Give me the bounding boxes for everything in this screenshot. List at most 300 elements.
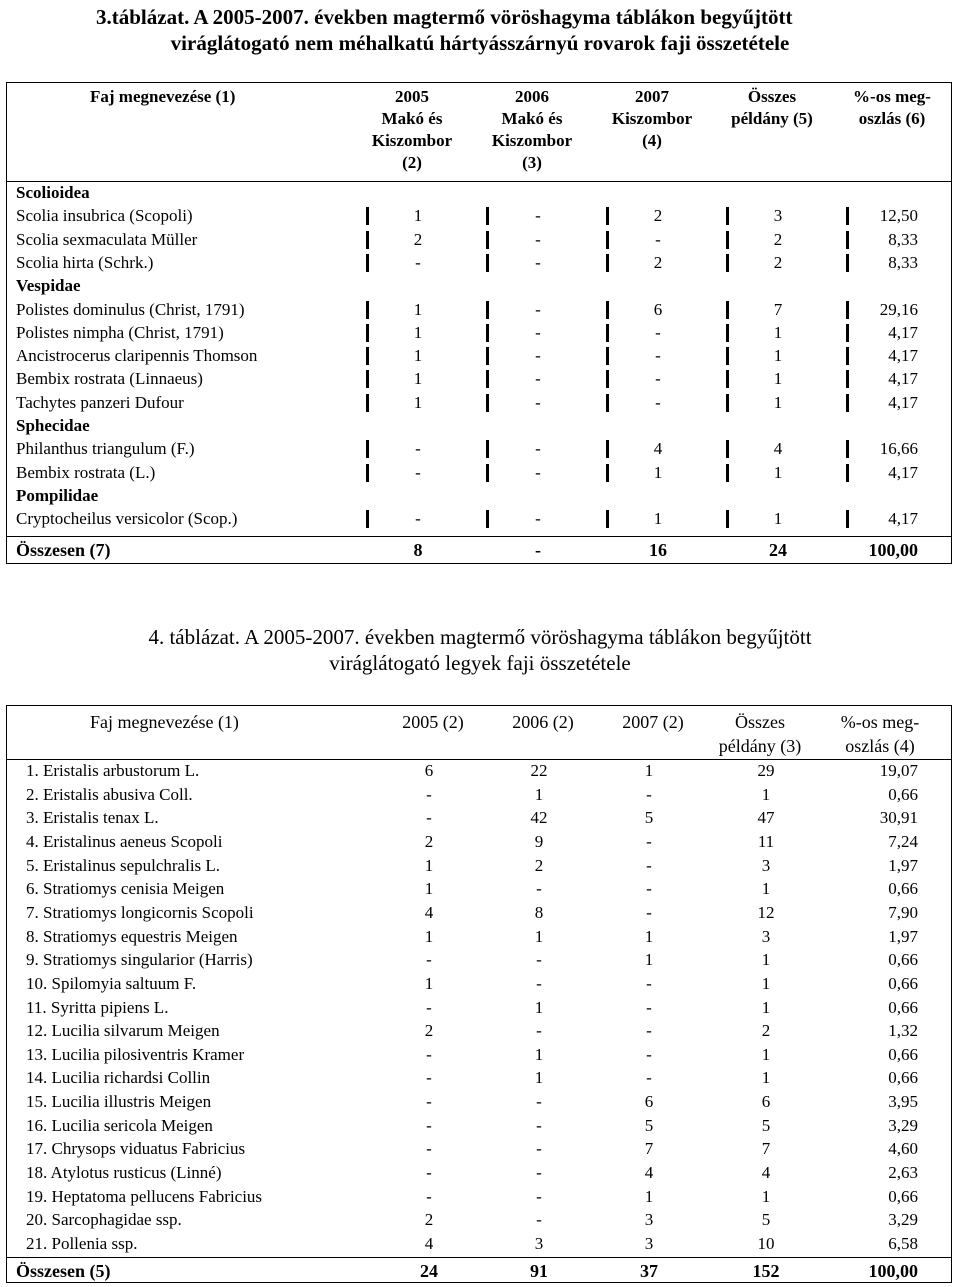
table-row <box>6 204 952 227</box>
table-row <box>6 1185 952 1209</box>
column-tab <box>726 301 729 319</box>
column-tab <box>486 394 489 412</box>
cell-pct: 29,16 <box>879 299 918 319</box>
column-tab <box>606 464 609 482</box>
table3-total-row <box>6 536 952 563</box>
column-tab <box>486 324 489 342</box>
header-text: 2006 (2) <box>512 712 574 732</box>
cell-b: - <box>536 1115 542 1135</box>
cell-b: - <box>536 973 542 993</box>
species-name: 12. Lucilia silvarum Meigen <box>26 1021 220 1041</box>
column-tab <box>486 440 489 458</box>
header-text: Kiszombor <box>611 109 693 128</box>
cell-pct: 0,66 <box>888 1186 918 1206</box>
cell-pct: 0,66 <box>888 997 918 1017</box>
species-name: Tachytes panzeri Dufour <box>16 392 184 412</box>
cell-t: 2 <box>773 252 783 272</box>
table4-col-pct-header <box>820 710 940 758</box>
column-tab <box>366 254 369 272</box>
cell-pct: 4,17 <box>888 509 918 529</box>
table4-title <box>0 624 960 676</box>
cell-a: - <box>415 439 421 459</box>
cell-c: 1 <box>653 509 663 529</box>
cell-a: 1 <box>424 926 434 946</box>
table-row <box>6 437 952 460</box>
species-name: 15. Lucilia illustris Meigen <box>26 1092 212 1112</box>
column-tab <box>606 301 609 319</box>
table-row <box>6 901 952 925</box>
column-tab <box>486 207 489 225</box>
table3-title-line2: viráglátogató nem méhalkatú hártyásszárnyú rovarok faji összetétele <box>170 31 790 55</box>
table4-col-total-header <box>700 710 820 758</box>
table-row <box>6 1019 952 1043</box>
cell-t: 12 <box>757 902 775 922</box>
cell-t: 1 <box>761 1044 771 1064</box>
cell-pct: 16,66 <box>879 439 918 459</box>
cell-pct: 4,17 <box>888 462 918 482</box>
cell-b: - <box>535 252 541 272</box>
cell-c: 3 <box>644 1210 654 1230</box>
cell-t: 1 <box>773 322 783 342</box>
cell-b: - <box>536 1092 542 1112</box>
header-text: Kiszombor <box>491 131 573 150</box>
cell-c: 2 <box>653 252 663 272</box>
total-all: 152 <box>752 1261 780 1281</box>
cell-b: - <box>535 229 541 249</box>
table-row <box>6 1161 952 1185</box>
column-tab <box>606 370 609 388</box>
column-tab <box>846 301 849 319</box>
column-tab <box>366 464 369 482</box>
species-name: 10. Spilomyia saltuum F. <box>26 973 197 993</box>
cell-c: - <box>655 369 661 389</box>
table4-col-name-header <box>90 710 290 734</box>
cell-b: - <box>535 439 541 459</box>
header-text: oszlás (4) <box>845 736 915 756</box>
column-tab <box>486 347 489 365</box>
column-tab <box>366 347 369 365</box>
cell-a: - <box>415 462 421 482</box>
cell-a: - <box>415 509 421 529</box>
table4-title-line1: 4. táblázat. A 2005-2007. években magtermő vöröshagyma táblákon begyűjtött <box>148 625 812 649</box>
column-tab <box>726 254 729 272</box>
column-tab <box>726 464 729 482</box>
table4-total-row <box>6 1257 952 1284</box>
cell-c: - <box>655 229 661 249</box>
total-2006: - <box>535 540 541 560</box>
header-text: Faj megnevezése (1) <box>90 87 236 106</box>
header-text: %-os meg- <box>853 87 931 106</box>
total-2007: 37 <box>640 1261 658 1281</box>
table3-col-name-header <box>90 86 270 108</box>
cell-c: 1 <box>653 462 663 482</box>
table3-col-total-header <box>712 86 832 130</box>
table-row <box>6 972 952 996</box>
table3-col-2006-header <box>472 86 592 174</box>
column-tab <box>726 347 729 365</box>
cell-c: - <box>655 392 661 412</box>
cell-pct: 19,07 <box>879 761 918 780</box>
header-text: példány (5) <box>731 109 813 128</box>
column-tab <box>366 207 369 225</box>
table-row <box>6 877 952 901</box>
table-row <box>6 1232 952 1256</box>
cell-b: - <box>535 369 541 389</box>
cell-c: 5 <box>644 808 654 828</box>
column-tab <box>366 231 369 249</box>
cell-c: - <box>646 855 652 875</box>
column-tab <box>846 254 849 272</box>
column-tab <box>366 370 369 388</box>
cell-b: 2 <box>534 855 544 875</box>
cell-c: - <box>646 1021 652 1041</box>
cell-a: - <box>426 1163 432 1183</box>
table-row <box>6 1114 952 1138</box>
cell-b: 1 <box>534 926 544 946</box>
table-row <box>6 806 952 830</box>
cell-a: 1 <box>424 973 434 993</box>
cell-b: - <box>535 206 541 226</box>
species-name: Bembix rostrata (L.) <box>16 462 156 482</box>
cell-t: 10 <box>757 1234 775 1253</box>
cell-b: - <box>536 950 542 970</box>
header-text: Makó és <box>501 109 563 128</box>
table-row <box>6 830 952 854</box>
table-row <box>6 1043 952 1067</box>
column-tab <box>846 440 849 458</box>
header-text: %-os meg- <box>840 712 920 732</box>
cell-c: - <box>646 973 652 993</box>
cell-c: - <box>655 322 661 342</box>
cell-t: 4 <box>761 1163 771 1183</box>
cell-c: 1 <box>644 950 654 970</box>
species-name: Scolia hirta (Schrk.) <box>16 252 154 272</box>
table-row <box>6 507 952 530</box>
species-name: 14. Lucilia richardsi Collin <box>26 1068 211 1088</box>
cell-a: 1 <box>413 322 423 342</box>
cell-b: 1 <box>534 997 544 1017</box>
species-name: 13. Lucilia pilosiventris Kramer <box>26 1044 245 1064</box>
cell-pct: 0,66 <box>888 950 918 970</box>
cell-t: 47 <box>757 808 775 828</box>
table-row <box>6 298 952 321</box>
total-2006: 91 <box>530 1261 548 1281</box>
cell-t: 5 <box>761 1115 771 1135</box>
total-2005: 8 <box>413 540 423 560</box>
column-tab <box>726 207 729 225</box>
cell-a: - <box>426 1092 432 1112</box>
table-row <box>6 367 952 390</box>
species-name: Ancistrocerus claripennis Thomson <box>16 346 258 366</box>
table4-col-2005-header <box>378 710 488 734</box>
cell-c: 3 <box>644 1234 654 1253</box>
species-name: 20. Sarcophagidae ssp. <box>26 1210 182 1230</box>
cell-a: 2 <box>424 1210 434 1230</box>
table-row <box>6 854 952 878</box>
total-2005: 24 <box>420 1261 438 1281</box>
column-tab <box>606 510 609 528</box>
total-label: Összesen (5) <box>16 1261 111 1281</box>
cell-pct: 1,32 <box>888 1021 918 1041</box>
column-tab <box>606 207 609 225</box>
column-tab <box>846 394 849 412</box>
cell-c: 4 <box>653 439 663 459</box>
cell-t: 1 <box>773 346 783 366</box>
column-tab <box>606 347 609 365</box>
cell-b: 22 <box>530 761 548 780</box>
cell-pct: 6,58 <box>888 1234 918 1253</box>
cell-c: 5 <box>644 1115 654 1135</box>
table3-title <box>0 4 960 56</box>
family-heading: Scolioidea <box>16 183 90 202</box>
column-tab <box>846 347 849 365</box>
cell-b: - <box>535 392 541 412</box>
species-name: 4. Eristalinus aeneus Scopoli <box>26 831 223 851</box>
table-row <box>6 251 952 274</box>
cell-c: 7 <box>644 1139 654 1159</box>
cell-pct: 0,66 <box>888 784 918 804</box>
column-tab <box>486 231 489 249</box>
cell-pct: 8,33 <box>888 229 918 249</box>
cell-a: 1 <box>413 392 423 412</box>
table3-title-line1: 3.táblázat. A 2005-2007. években magtermő vöröshagyma táblákon begyűjtött <box>96 5 793 29</box>
cell-t: 1 <box>773 509 783 529</box>
species-name: Cryptocheilus versicolor (Scop.) <box>16 509 238 529</box>
species-name: Scolia sexmaculata Müller <box>16 229 198 249</box>
species-name: Philanthus triangulum (F.) <box>16 439 195 459</box>
table-row <box>6 996 952 1020</box>
column-tab <box>726 370 729 388</box>
species-name: 8. Stratiomys equestris Meigen <box>26 926 238 946</box>
cell-pct: 4,60 <box>888 1139 918 1159</box>
cell-c: 1 <box>644 1186 654 1206</box>
cell-t: 1 <box>773 462 783 482</box>
cell-a: - <box>415 252 421 272</box>
table-row <box>6 228 952 251</box>
column-tab <box>606 254 609 272</box>
header-text: Faj megnevezése (1) <box>90 712 239 732</box>
cell-a: - <box>426 1115 432 1135</box>
cell-t: 6 <box>761 1092 771 1112</box>
cell-a: 4 <box>424 1234 434 1253</box>
header-text: 2005 (2) <box>402 712 464 732</box>
cell-c: - <box>646 879 652 899</box>
table-row <box>6 321 952 344</box>
header-text: 2005 <box>395 87 429 106</box>
cell-t: 1 <box>761 950 771 970</box>
family-heading: Pompilidae <box>16 485 99 505</box>
column-tab <box>366 440 369 458</box>
cell-t: 1 <box>761 973 771 993</box>
cell-a: - <box>426 1139 432 1159</box>
table-row <box>6 1137 952 1161</box>
cell-b: - <box>536 1186 542 1206</box>
cell-a: 1 <box>424 879 434 899</box>
cell-pct: 0,66 <box>888 973 918 993</box>
header-text: (2) <box>402 153 422 172</box>
cell-c: - <box>646 1044 652 1064</box>
column-tab <box>486 301 489 319</box>
header-text: példány (3) <box>718 736 802 756</box>
species-name: Bembix rostrata (Linnaeus) <box>16 369 203 389</box>
cell-pct: 1,97 <box>888 855 918 875</box>
table-row <box>6 391 952 414</box>
cell-pct: 4,17 <box>888 346 918 366</box>
table-row <box>6 783 952 807</box>
cell-pct: 30,91 <box>879 808 918 828</box>
table-row <box>6 948 952 972</box>
cell-a: 4 <box>424 902 434 922</box>
cell-pct: 12,50 <box>879 206 918 226</box>
cell-a: 1 <box>413 369 423 389</box>
column-tab <box>846 324 849 342</box>
header-text: Összes <box>735 712 785 732</box>
cell-a: - <box>426 784 432 804</box>
column-tab <box>366 394 369 412</box>
cell-pct: 0,66 <box>888 879 918 899</box>
table4-title-line2: viráglátogató legyek faji összetétele <box>329 651 631 675</box>
cell-t: 1 <box>761 784 771 804</box>
column-tab <box>846 207 849 225</box>
cell-pct: 3,95 <box>888 1092 918 1112</box>
cell-t: 29 <box>757 761 775 780</box>
table4-col-2006-header <box>488 710 598 734</box>
column-tab <box>366 510 369 528</box>
column-tab <box>366 324 369 342</box>
cell-c: 1 <box>644 761 654 780</box>
cell-b: - <box>535 462 541 482</box>
table3-col-pct-header <box>832 86 952 130</box>
species-name: 19. Heptatoma pellucens Fabricius <box>26 1186 263 1206</box>
cell-t: 3 <box>761 926 771 946</box>
table-row <box>6 925 952 949</box>
header-text: (3) <box>522 153 542 172</box>
cell-pct: 7,90 <box>888 902 918 922</box>
species-name: 18. Atylotus rusticus (Linné) <box>26 1163 222 1183</box>
total-pct: 100,00 <box>868 1261 918 1281</box>
cell-a: - <box>426 1186 432 1206</box>
cell-t: 3 <box>761 855 771 875</box>
species-name: Polistes nimpha (Christ, 1791) <box>16 322 224 342</box>
cell-a: - <box>426 950 432 970</box>
cell-b: - <box>536 1163 542 1183</box>
cell-b: 3 <box>534 1234 544 1253</box>
cell-c: 2 <box>653 206 663 226</box>
cell-c: 6 <box>644 1092 654 1112</box>
cell-a: - <box>426 1068 432 1088</box>
species-name: Polistes dominulus (Christ, 1791) <box>16 299 245 319</box>
cell-c: - <box>646 784 652 804</box>
cell-pct: 0,66 <box>888 1044 918 1064</box>
cell-t: 7 <box>773 299 783 319</box>
cell-t: 2 <box>761 1021 771 1041</box>
cell-pct: 7,24 <box>888 831 918 851</box>
species-name: 5. Eristalinus sepulchralis L. <box>26 855 221 875</box>
species-name: 16. Lucilia sericola Meigen <box>26 1115 213 1135</box>
cell-a: 2 <box>424 831 434 851</box>
header-text: Makó és <box>381 109 443 128</box>
column-tab <box>846 231 849 249</box>
cell-c: 6 <box>653 299 663 319</box>
species-name: Scolia insubrica (Scopoli) <box>16 206 193 226</box>
column-tab <box>726 394 729 412</box>
cell-b: - <box>536 1210 542 1230</box>
cell-pct: 4,17 <box>888 322 918 342</box>
species-name: 21. Pollenia ssp. <box>26 1234 138 1253</box>
cell-b: - <box>535 509 541 529</box>
cell-c: - <box>646 902 652 922</box>
species-name: 11. Syritta pipiens L. <box>26 997 169 1017</box>
species-name: 6. Stratiomys cenisia Meigen <box>26 879 225 899</box>
cell-b: 1 <box>534 1068 544 1088</box>
cell-a: 6 <box>424 761 434 780</box>
cell-b: - <box>535 346 541 366</box>
column-tab <box>606 394 609 412</box>
column-tab <box>846 510 849 528</box>
cell-t: 5 <box>761 1210 771 1230</box>
cell-t: 1 <box>773 392 783 412</box>
cell-b: 1 <box>534 784 544 804</box>
table-row <box>6 461 952 484</box>
cell-b: 42 <box>530 808 548 828</box>
cell-b: 9 <box>534 831 544 851</box>
table-row <box>6 1066 952 1090</box>
header-text: 2007 <box>635 87 669 106</box>
column-tab <box>726 324 729 342</box>
cell-t: 4 <box>773 439 783 459</box>
cell-t: 1 <box>761 879 771 899</box>
cell-pct: 2,63 <box>888 1163 918 1183</box>
header-text: 2006 <box>515 87 549 106</box>
cell-b: 1 <box>534 1044 544 1064</box>
column-tab <box>606 324 609 342</box>
cell-b: - <box>535 322 541 342</box>
cell-pct: 3,29 <box>888 1210 918 1230</box>
cell-a: - <box>426 997 432 1017</box>
header-text: (4) <box>642 131 662 150</box>
cell-c: - <box>655 346 661 366</box>
column-tab <box>486 370 489 388</box>
cell-pct: 3,29 <box>888 1115 918 1135</box>
cell-a: 2 <box>413 229 423 249</box>
cell-t: 1 <box>761 1186 771 1206</box>
header-text: oszlás (6) <box>858 109 926 128</box>
cell-b: - <box>536 1021 542 1041</box>
cell-a: - <box>426 808 432 828</box>
cell-b: - <box>536 879 542 899</box>
column-tab <box>486 510 489 528</box>
cell-pct: 4,17 <box>888 369 918 389</box>
cell-t: 3 <box>773 206 783 226</box>
total-pct: 100,00 <box>868 540 918 560</box>
species-name: 1. Eristalis arbustorum L. <box>26 761 200 780</box>
table3-header-divider <box>7 181 951 182</box>
cell-c: - <box>646 1068 652 1088</box>
cell-c: - <box>646 831 652 851</box>
cell-c: 4 <box>644 1163 654 1183</box>
column-tab <box>486 464 489 482</box>
cell-a: 1 <box>413 299 423 319</box>
cell-pct: 8,33 <box>888 252 918 272</box>
column-tab <box>606 440 609 458</box>
total-2007: 16 <box>649 540 667 560</box>
cell-a: - <box>426 1044 432 1064</box>
cell-c: - <box>646 997 652 1017</box>
table-row <box>6 344 952 367</box>
column-tab <box>846 370 849 388</box>
column-tab <box>726 231 729 249</box>
total-label: Összesen (7) <box>16 540 111 560</box>
